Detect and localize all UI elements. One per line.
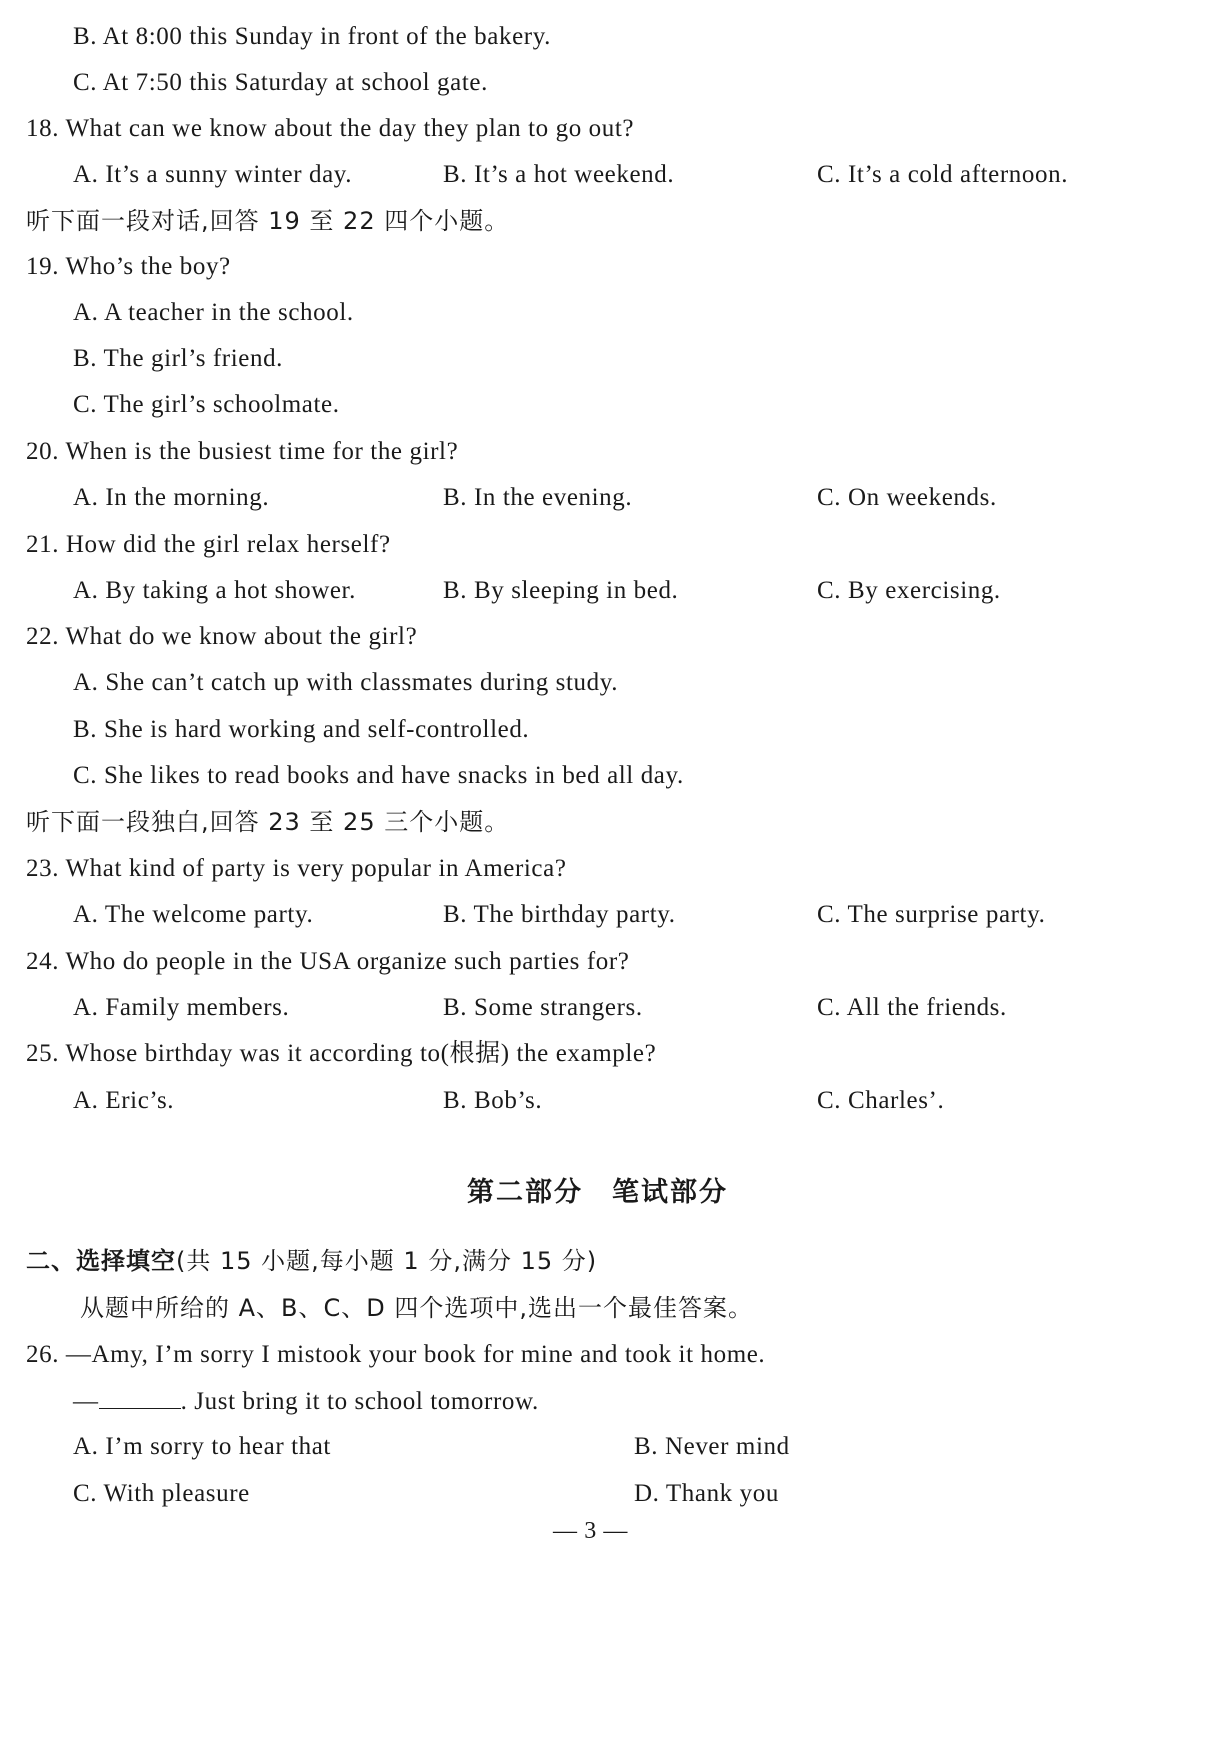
page-number: — 3 — [553, 1518, 628, 1544]
q26-option-d: D. Thank you [634, 1480, 779, 1507]
q26-answer-blank[interactable] [99, 1386, 181, 1409]
q23-option-a: A. The welcome party. [73, 901, 314, 928]
q24-option-a: A. Family members. [73, 994, 290, 1021]
section-two-label: 二、选择填空 [26, 1247, 176, 1275]
q25-option-c: C. Charles’. [817, 1087, 945, 1114]
q20-option-a: A. In the morning. [73, 484, 270, 511]
q26-reply-text: . Just bring it to school tomorrow. [180, 1388, 539, 1415]
q21-question: 21. How did the girl relax herself? [26, 531, 391, 558]
q26-reply-dash: — [73, 1388, 99, 1415]
q25-option-a: A. Eric’s. [73, 1087, 175, 1114]
q24-option-b: B. Some strangers. [443, 994, 643, 1021]
q17-option-b: B. At 8:00 this Sunday in front of the bakery. [73, 23, 552, 50]
q26-option-a: A. I’m sorry to hear that [73, 1433, 331, 1460]
q23-option-c: C. The surprise party. [817, 901, 1046, 928]
q19-option-a: A. A teacher in the school. [73, 299, 354, 326]
section-two-instruction: 从题中所给的 A、B、C、D 四个选项中,选出一个最佳答案。 [80, 1294, 754, 1322]
q18-option-a: A. It’s a sunny winter day. [73, 161, 353, 188]
q26-option-b: B. Never mind [634, 1433, 790, 1460]
q17-option-c: C. At 7:50 this Saturday at school gate. [73, 69, 488, 96]
instruction-19-22: 听下面一段对话,回答 19 至 22 四个小题。 [26, 207, 510, 235]
section-two-header [26, 1246, 597, 1276]
q19-option-b: B. The girl’s friend. [73, 345, 284, 372]
q21-option-c: C. By exercising. [817, 577, 1001, 604]
q20-option-b: B. In the evening. [443, 484, 633, 511]
q20-option-c: C. On weekends. [817, 484, 997, 511]
q18-option-b: B. It’s a hot weekend. [443, 161, 675, 188]
q24-question: 24. Who do people in the USA organize such parties for? [26, 948, 630, 975]
q21-option-b: B. By sleeping in bed. [443, 577, 679, 604]
q26-reply [73, 1386, 539, 1417]
q19-option-c: C. The girl’s schoolmate. [73, 391, 340, 418]
q22-option-a: A. She can’t catch up with classmates during study. [73, 669, 619, 696]
q22-option-c: C. She likes to read books and have snacks in bed all day. [73, 762, 684, 789]
q24-option-c: C. All the friends. [817, 994, 1007, 1021]
q26-question: 26. —Amy, I’m sorry I mistook your book for mine and took it home. [26, 1341, 766, 1368]
q23-option-b: B. The birthday party. [443, 901, 676, 928]
q26-option-c: C. With pleasure [73, 1480, 250, 1507]
q18-option-c: C. It’s a cold afternoon. [817, 161, 1069, 188]
q18-question: 18. What can we know about the day they plan to go out? [26, 115, 635, 142]
q20-question: 20. When is the busiest time for the girl? [26, 438, 459, 465]
instruction-23-25: 听下面一段独白,回答 23 至 25 三个小题。 [26, 808, 510, 836]
q22-question: 22. What do we know about the girl? [26, 623, 418, 650]
part-two-heading: 第二部分 笔试部分 [467, 1177, 728, 1208]
q23-question: 23. What kind of party is very popular in America? [26, 855, 567, 882]
q19-question: 19. Who’s the boy? [26, 253, 231, 280]
section-two-scoring: (共 15 小题,每小题 1 分,满分 15 分) [176, 1247, 598, 1275]
q21-option-a: A. By taking a hot shower. [73, 577, 356, 604]
q25-question: 25. Whose birthday was it according to(根据) the example? [26, 1040, 657, 1067]
q25-option-b: B. Bob’s. [443, 1087, 543, 1114]
q22-option-b: B. She is hard working and self-controlled. [73, 716, 530, 743]
